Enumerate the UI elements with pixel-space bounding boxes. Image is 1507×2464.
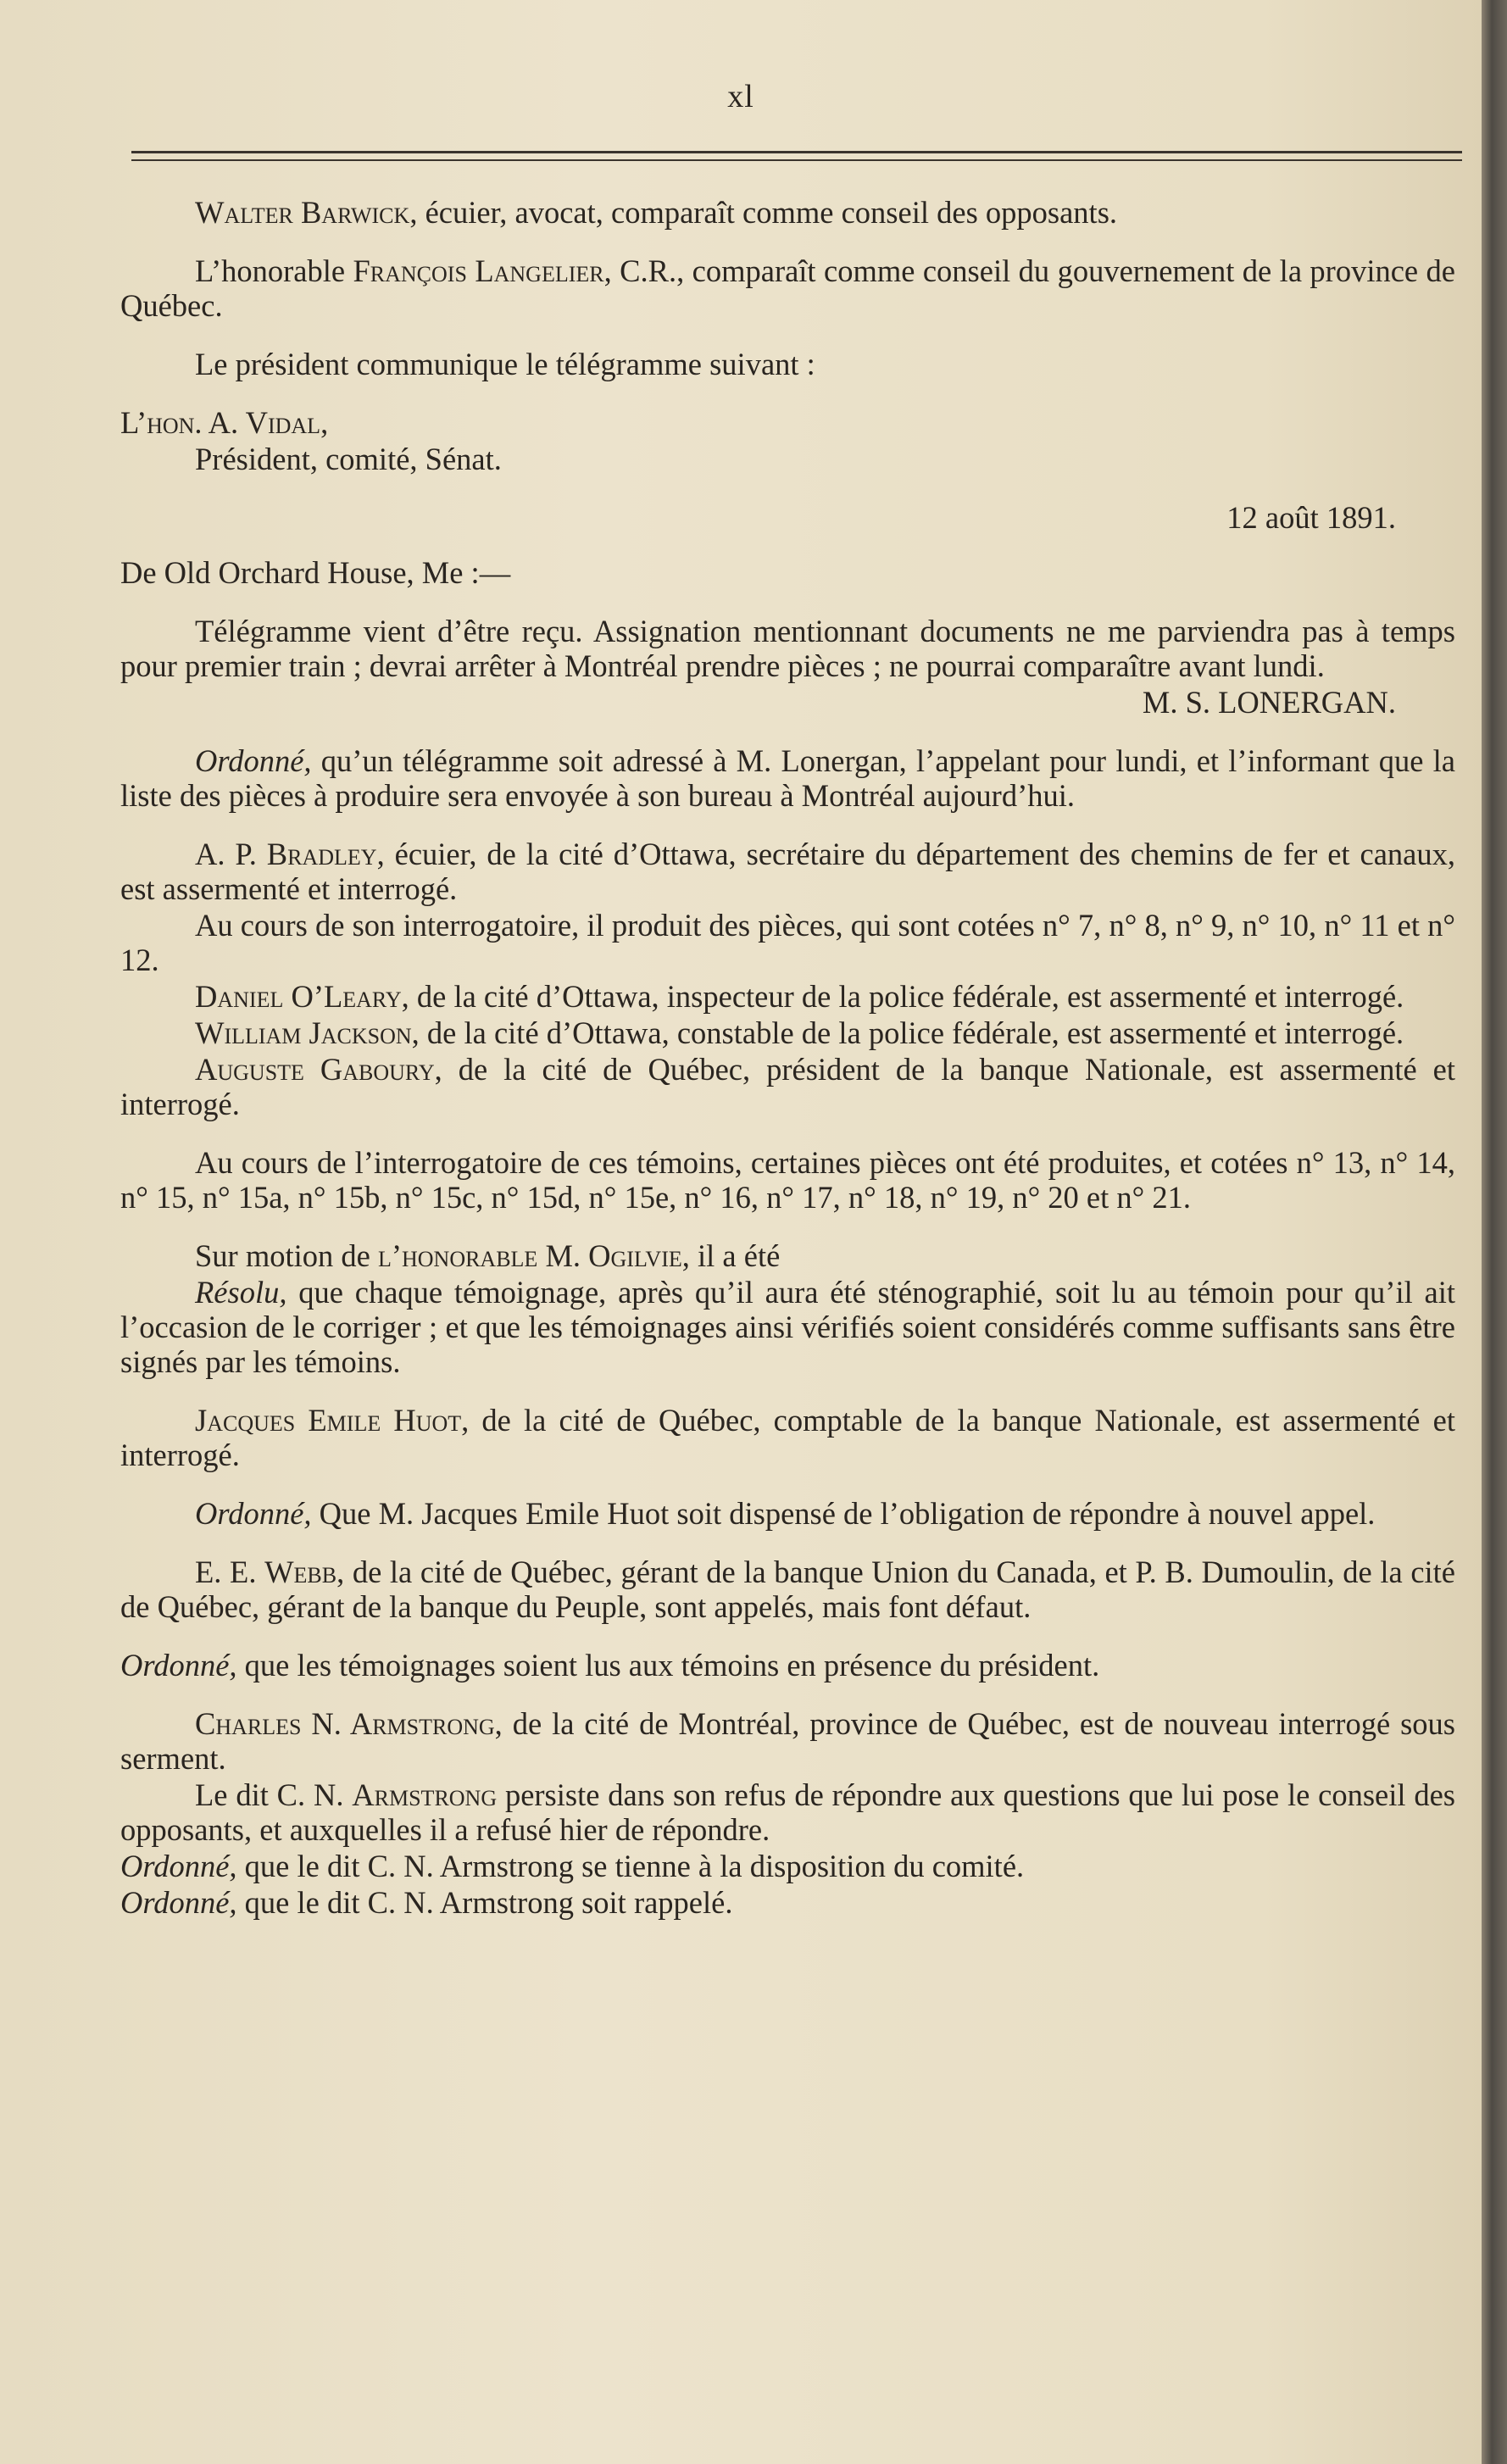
page-number: xl: [727, 79, 754, 114]
telegram-origin: De Old Orchard House, Me :—: [120, 555, 511, 590]
paragraph-webb-dumoulin: E. E. Webb, de la cité de Québec, gérant de la banque Union du Canada, et P. B. Dumoulin, de la cité de Québec, gérant de la banque du Peuple, sont appelés, mais font défaut.: [120, 1555, 1455, 1624]
header-rule: [131, 151, 1462, 153]
telegram-body: Télégramme vient d’être reçu. Assignation mentionnant documents ne me parviendra pas à temps pour premier train ; devrai arrêter à Montréal prendre pièces ; ne pourrai comparaître avant lundi.: [120, 614, 1455, 683]
telegram-signature: M. S. LONERGAN.: [1142, 685, 1396, 720]
telegram-addressee-title: Président, comité, Sénat.: [195, 442, 502, 476]
paragraph-telegram-intro: Le président communique le télégramme suivant :: [195, 347, 815, 381]
paragraph-langelier: L’honorable François Langelier, C.R., comparaît comme conseil du gouvernement de la province de Québec.: [120, 253, 1456, 323]
telegram-date: 12 août 1891.: [1226, 500, 1396, 535]
document-body: [120, 195, 1455, 1922]
paragraph-jackson: William Jackson, de la cité d’Ottawa, constable de la police fédérale, est assermenté et interrogé.: [195, 1015, 1404, 1050]
paragraph-ordonne-lonergan: Ordonné, qu’un télégramme soit adressé à M. Lonergan, l’appelant pour lundi, et l’informant que la liste des pièces à produire sera envoyée à son bureau à Montréal aujourd’hui.: [120, 743, 1455, 813]
paragraph-exhibits-listing: Au cours de l’interrogatoire de ces témoins, certaines pièces ont été produites, et cotées n° 13, n° 14, n° 15, n° 15a, n° 15b, n° 15c, n° 15d, n° 15e, n° 16, n° 17, n° 18, n° 19, n° 20 et n° 21.: [120, 1145, 1455, 1215]
paragraph-barwick: Walter Barwick, écuier, avocat, comparaît comme conseil des opposants.: [195, 195, 1118, 230]
paragraph-huot: Jacques Emile Huot, de la cité de Québec, comptable de la banque Nationale, est assermenté et interrogé.: [120, 1403, 1455, 1472]
paragraph-motion-ogilvie: Sur motion de l’honorable M. Ogilvie, il a été: [195, 1238, 781, 1273]
telegram-addressee: L’hon. A. Vidal,: [120, 405, 329, 440]
paragraph-ordonne-disposition: Ordonné, que le dit C. N. Armstrong se tienne à la disposition du comité.: [120, 1849, 1025, 1883]
paragraph-armstrong-refusal: Le dit C. N. Armstrong persiste dans son refus de répondre aux questions que lui pose le conseil des opposants, et auxquelles il a refusé hier de répondre.: [120, 1777, 1455, 1847]
header-rule-secondary: [131, 159, 1462, 161]
book-edge: [1482, 0, 1507, 2464]
paragraph-bradley-exhibits: Au cours de son interrogatoire, il produit des pièces, qui sont cotées n° 7, n° 8, n° 9, n° 10, n° 11 et n° 12.: [120, 908, 1455, 977]
paragraph-ordonne-rappele: Ordonné, que le dit C. N. Armstrong soit rappelé.: [120, 1885, 733, 1920]
paragraph-oleary: Daniel O’Leary, de la cité d’Ottawa, inspecteur de la police fédérale, est assermenté et interrogé.: [195, 979, 1404, 1014]
paragraph-ordonne-huot: Ordonné, Que M. Jacques Emile Huot soit dispensé de l’obligation de répondre à nouvel appel.: [195, 1496, 1376, 1531]
paragraph-resolu: Résolu, que chaque témoignage, après qu’il aura été sténographié, soit lu au témoin pour qu’il ait l’occasion de le corriger ; et que les témoignages ainsi vérifiés soient considérés comme suffisants sans être signés par les témoins.: [120, 1275, 1455, 1379]
paragraph-ordonne-temoignages: Ordonné, que les témoignages soient lus aux témoins en présence du président.: [120, 1648, 1100, 1683]
paragraph-bradley: A. P. Bradley, écuier, de la cité d’Ottawa, secrétaire du département des chemins de fer et canaux, est assermenté et interrogé.: [120, 837, 1455, 906]
paragraph-armstrong: Charles N. Armstrong, de la cité de Montréal, province de Québec, est de nouveau interrogé sous serment.: [120, 1706, 1456, 1776]
paragraph-gaboury: Auguste Gaboury, de la cité de Québec, président de la banque Nationale, est assermenté et interrogé.: [120, 1052, 1455, 1121]
